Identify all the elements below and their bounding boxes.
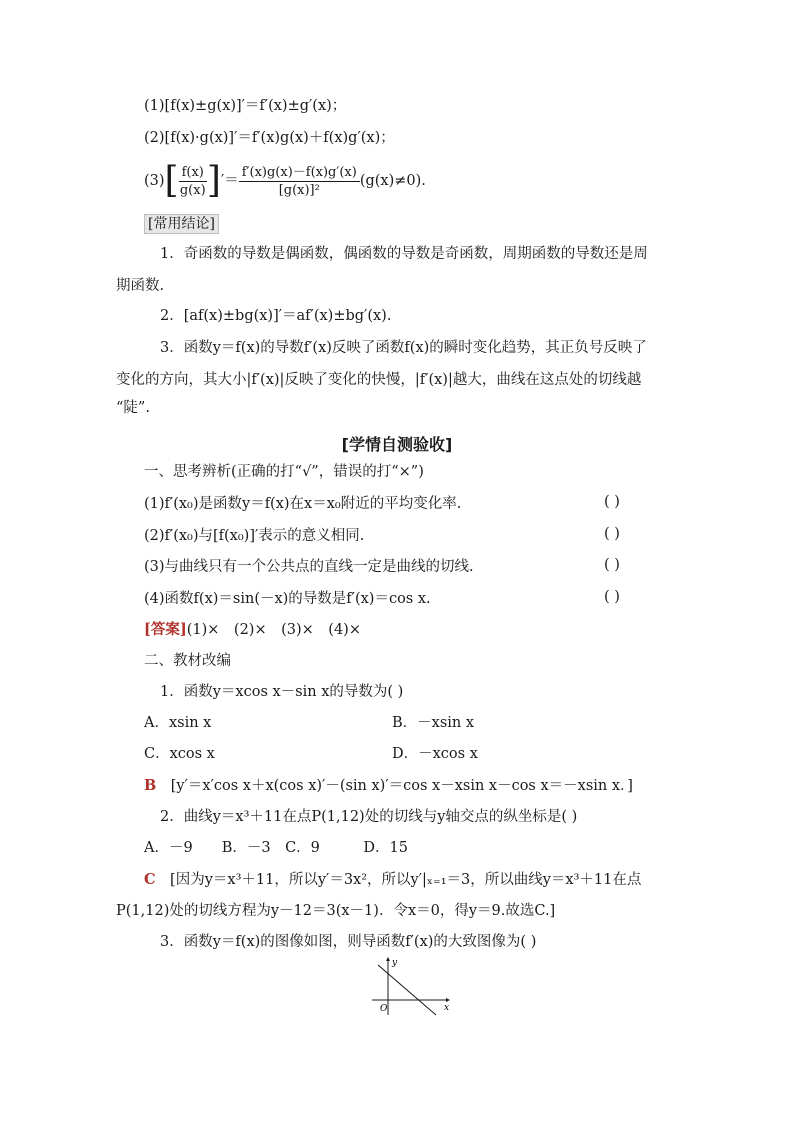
q1-answer-letter: B: [144, 777, 157, 794]
q2-answer-letter: C: [144, 871, 156, 888]
section-title: [学情自测验收]: [341, 435, 453, 454]
common-item-1a: 1．奇函数的导数是偶函数，偶函数的导数是奇函数，周期函数的导数还是周: [160, 246, 648, 262]
judge-q2: (2)f′(x₀)与[f(x₀)]′表示的意义相同.: [144, 528, 365, 544]
rule-sum: (1)[f(x)±g(x)]′＝f′(x)±g′(x)；: [144, 98, 347, 114]
common-item-3a: 3．函数y＝f(x)的导数f′(x)反映了函数f(x)的瞬时变化趋势，其正负号反映了: [160, 340, 647, 356]
rule-quotient-prefix: (3): [144, 173, 165, 189]
rule-product: (2)[f(x)·g(x)]′＝f′(x)g(x)＋f(x)g′(x)；: [144, 130, 395, 146]
quotient-eq: ′＝: [220, 173, 239, 189]
textbook-q2-answer-a: [144, 870, 641, 890]
judge-q3: (3)与曲线只有一个公共点的直线一定是曲线的切线.: [144, 559, 474, 575]
answer-text: (1)× (2)× (3)× (4)×: [186, 622, 361, 638]
judge-q1: (1)f′(x₀)是函数y＝f(x)在x＝x₀附近的平均变化率.: [144, 496, 462, 512]
judge-q4: (4)函数f(x)＝sin(－x)的导数是f′(x)＝cos x.: [144, 591, 431, 607]
judge-q3-paren[interactable]: ( ): [604, 557, 620, 573]
textbook-q2-options[interactable]: A．－9 B．－3 C．9 D．15: [144, 840, 408, 856]
textbook-q1-answer: [144, 776, 633, 796]
judge-q4-paren[interactable]: ( ): [604, 589, 620, 605]
common-conclusion-tag: [常用结论]: [144, 214, 219, 234]
x-axis-arrow: [446, 998, 450, 1002]
quotient-cond: (g(x)≠0).: [359, 173, 426, 189]
textbook-q3: 3．函数y＝f(x)的图像如图，则导函数f′(x)的大致图像为( ): [160, 934, 537, 950]
textbook-q1-option-d[interactable]: D．－xcos x: [392, 746, 478, 762]
common-item-3c: “陡”.: [116, 400, 150, 416]
common-item-1b: 期函数.: [116, 278, 165, 294]
judge-answer: [144, 620, 361, 640]
q1-answer-text: [y′＝x′cos x＋x(cos x)′－(sin x)′＝cos x－xsin x－cos x＝－xsin x．]: [170, 778, 633, 794]
function-graph: [366, 955, 456, 1020]
x-label: x: [444, 1003, 450, 1013]
y-label: y: [392, 958, 398, 968]
textbook-q1: 1．函数y＝xcos x－sin x的导数为( ): [160, 684, 404, 700]
quotient-top: f(x): [179, 164, 207, 182]
quotient-rhs-den: [g(x)]²: [278, 182, 320, 198]
answer-tag: [答案]: [144, 621, 187, 638]
judge-q1-paren[interactable]: ( ): [604, 494, 620, 510]
judge-q2-paren[interactable]: ( ): [604, 526, 620, 542]
textbook-q1-option-a[interactable]: A．xsin x: [144, 715, 212, 731]
textbook-q1-option-c[interactable]: C．xcos x: [144, 746, 215, 762]
quotient-fraction: [179, 164, 207, 199]
judge-heading: 一、思考辨析(正确的打“√”，错误的打“×”): [144, 464, 424, 480]
textbook-q1-option-b[interactable]: B．－xsin x: [392, 715, 475, 731]
y-axis-arrow: [386, 957, 390, 961]
quotient-rhs: [239, 164, 360, 199]
quotient-bottom: g(x): [179, 182, 206, 198]
rule-quotient: (3)[ $\frac{f(x)}{g(x)}$ ]′＝ $\frac{f'(x)g(x)-f(x)g'(x)}{\text{[g(x)]²}}$ (g(x)≠0).: [144, 160, 426, 201]
textbook-q2-answer-b: P(1,12)处的切线方程为y－12＝3(x－1)．令x＝0，得y＝9.故选C.]: [116, 903, 556, 919]
common-item-3b: 变化的方向，其大小|f′(x)|反映了变化的快慢，|f′(x)|越大，曲线在这点处的切线越: [116, 372, 642, 388]
origin-label: O: [380, 1004, 388, 1014]
quotient-rhs-num: f′(x)g(x)－f(x)g′(x): [239, 164, 360, 182]
textbook-q2: 2．曲线y＝x³＋11在点P(1,12)处的切线与y轴交点的纵坐标是( ): [160, 809, 578, 825]
common-item-2: 2．[af(x)±bg(x)]′＝af′(x)±bg′(x).: [160, 308, 392, 324]
textbook-heading: 二、教材改编: [144, 653, 231, 669]
q2-answer-text-a: [因为y＝x³＋11，所以y′＝3x²，所以y′|ₓ₌₁＝3，所以曲线y＝x³＋11在点: [170, 872, 642, 888]
